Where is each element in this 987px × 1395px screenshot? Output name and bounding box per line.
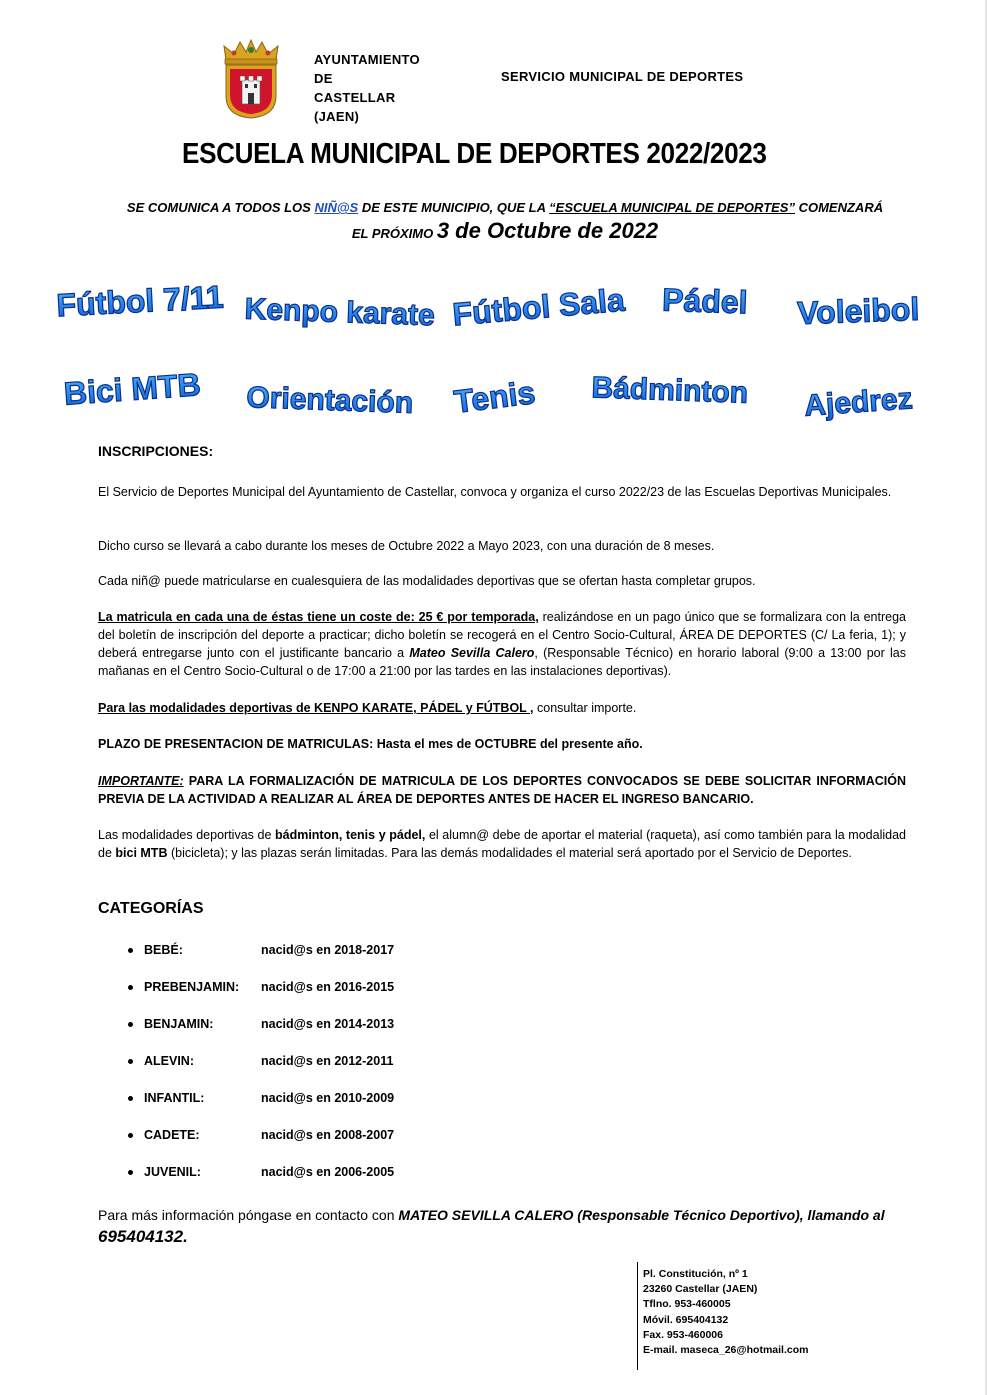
address-line: Pl. Constitución, nº 1 <box>643 1268 748 1280</box>
ninos-link[interactable]: NIÑ@S <box>314 200 359 215</box>
phone-line: Tflno. 953-460005 <box>643 1298 731 1311</box>
sport-label: Tenis <box>452 374 538 420</box>
email-line: E-mail. maseca_26@hotmail.com <box>643 1344 809 1357</box>
material-sports: bádminton, tenis y pádel, <box>274 828 426 842</box>
category-years: nacid@s en 2018-2017 <box>261 943 395 957</box>
coste-detail: , (Responsable Técnico) en horario laboral (9:00 a 13:00 por las mañanas en el Centro Socio-Cultural o de 17:00 a 21:00 por las tardes en las instalaciones deportivas). <box>98 646 906 678</box>
importante-label: IMPORTANTE: <box>98 774 184 788</box>
category-label: INFANTIL: <box>144 1091 205 1105</box>
category-years: nacid@s en 2008-2007 <box>261 1128 395 1142</box>
sport-label: Bádminton <box>590 371 749 410</box>
servicio-heading: SERVICIO MUNICIPAL DE DEPORTES <box>501 69 744 84</box>
announcement-text: EL PRÓXIMO <box>351 226 437 241</box>
paragraph-consultar <box>98 699 906 717</box>
category-years: nacid@s en 2014-2013 <box>261 1017 395 1031</box>
inscripciones-title: INSCRIPCIONES: <box>98 443 214 459</box>
material-text: el alumn@ debe de aportar el material (raqueta), así como también para la modalidad de <box>98 828 906 860</box>
contact-phone: 695404132. <box>98 1227 188 1246</box>
sport-label: Ajedrez <box>803 382 914 423</box>
paragraph-duracion: Dicho curso se llevará a cabo durante los meses de Octubre 2022 a Mayo 2023, con una duración de 8 meses. <box>98 539 715 553</box>
bullet-icon <box>128 1059 133 1064</box>
contact-paragraph <box>98 1205 918 1248</box>
bullet-icon <box>128 1096 133 1101</box>
material-bici: bici MTB <box>115 846 168 860</box>
sports-wordart <box>0 0 987 440</box>
category-label: BENJAMIN: <box>144 1017 214 1031</box>
bullet-icon <box>128 1170 133 1175</box>
sport-label: Fútbol Sala <box>451 281 627 333</box>
contact-prefix: Para más información póngase en contacto con <box>98 1207 399 1223</box>
bullet-icon <box>128 948 133 953</box>
bullet-icon <box>128 1022 133 1027</box>
importante-text: PARA LA FORMALIZACIÓN DE MATRICULA DE LOS DEPORTES CONVOCADOS SE DEBE SOLICITAR INFORMACIÓN PREVIA DE LA ACTIVIDAD A REALIZAR AL ÁREA DE DEPORTES ANTES DE HACER EL INGRESO BANCARIO. <box>98 774 906 806</box>
material-text: Las modalidades deportivas de <box>98 828 275 842</box>
category-label: ALEVIN: <box>144 1054 194 1068</box>
announcement-text: SE COMUNICA A TODOS LOS <box>126 200 315 215</box>
announcement-text: COMENZARÁ <box>794 200 884 215</box>
bullet-icon <box>128 985 133 990</box>
ayuntamiento-line: DE <box>314 71 333 86</box>
paragraph-importante <box>98 772 906 808</box>
category-years: nacid@s en 2016-2015 <box>261 980 395 994</box>
sport-label: Bici MTB <box>62 366 202 412</box>
address-line: 23260 Castellar (JAEN) <box>643 1283 758 1296</box>
material-text: (bicicleta); y las plazas serán limitadas. Para las demás modalidades el material será aportado por el Servicio de Deportes. <box>167 846 852 860</box>
paragraph-matricula-grupos: Cada niñ@ puede matricularse en cualesquiera de las modalidades deportivas que se ofertan hasta completar grupos. <box>98 574 756 588</box>
consultar-text: consultar importe. <box>533 701 637 715</box>
sport-label: Kenpo karate <box>244 292 436 333</box>
document-title: ESCUELA MUNICIPAL DE DEPORTES 2022/2023 <box>182 138 767 170</box>
escuela-name: “ESCUELA MUNICIPAL DE DEPORTES” <box>549 200 795 215</box>
contact-name: MATEO SEVILLA CALERO (Responsable Técnico Deportivo), llamando al <box>398 1207 885 1223</box>
sport-label: Voleibol <box>796 290 920 332</box>
mobile-line: Móvil. 695404132 <box>643 1313 729 1326</box>
paragraph-coste <box>98 608 906 680</box>
paragraph-plazo: PLAZO DE PRESENTACION DE MATRICULAS: Hasta el mes de OCTUBRE del presente año. <box>98 737 643 751</box>
category-label: PREBENJAMIN: <box>144 980 240 994</box>
category-label: CADETE: <box>144 1128 200 1142</box>
sport-label: Pádel <box>661 281 749 321</box>
coste-text: La matricula en cada una de éstas tiene un coste de: 25 € por temporada, <box>98 610 539 624</box>
bullet-icon <box>128 1133 133 1138</box>
categorias-title: CATEGORÍAS <box>98 900 204 917</box>
category-label: BEBÉ: <box>144 943 183 957</box>
start-date: 3 de Octubre de 2022 <box>436 218 659 243</box>
category-years: nacid@s en 2010-2009 <box>261 1091 395 1105</box>
paragraph-convocatoria: El Servicio de Deportes Municipal del Ayuntamiento de Castellar, convoca y organiza el curso 2022/23 de las Escuelas Deportivas Municipales. <box>98 485 892 499</box>
paragraph-material <box>98 826 906 862</box>
fax-line: Fax. 953-460006 <box>643 1328 723 1341</box>
ayuntamiento-line: (JAEN) <box>314 109 360 124</box>
modalidades-text: Para las modalidades deportivas de KENPO KARATE, PÁDEL y FÚTBOL , <box>98 701 534 715</box>
category-label: JUVENIL: <box>144 1165 201 1179</box>
category-years: nacid@s en 2006-2005 <box>261 1165 395 1179</box>
sport-label: Orientación <box>245 381 414 420</box>
ayuntamiento-line: CASTELLAR <box>314 90 396 105</box>
address-block <box>643 1267 808 1358</box>
coste-detail: realizándose en un pago único que se formalizara con la entrega del boletín de inscripción del deporte a practicar; dicho boletín se recogerá en el Centro Socio-Cultural, ÁREA DE DEPORTES (C/ La feria, 1); y deberá entregarse junto con el justificante bancario a <box>98 610 906 660</box>
announcement-text: DE ESTE MUNICIPIO, QUE LA <box>358 200 550 215</box>
category-years: nacid@s en 2012-2011 <box>261 1054 394 1068</box>
sport-label: Fútbol 7/11 <box>55 278 225 324</box>
responsable-name: Mateo Sevilla Calero <box>409 646 535 660</box>
ayuntamiento-line: AYUNTAMIENTO <box>314 52 420 67</box>
